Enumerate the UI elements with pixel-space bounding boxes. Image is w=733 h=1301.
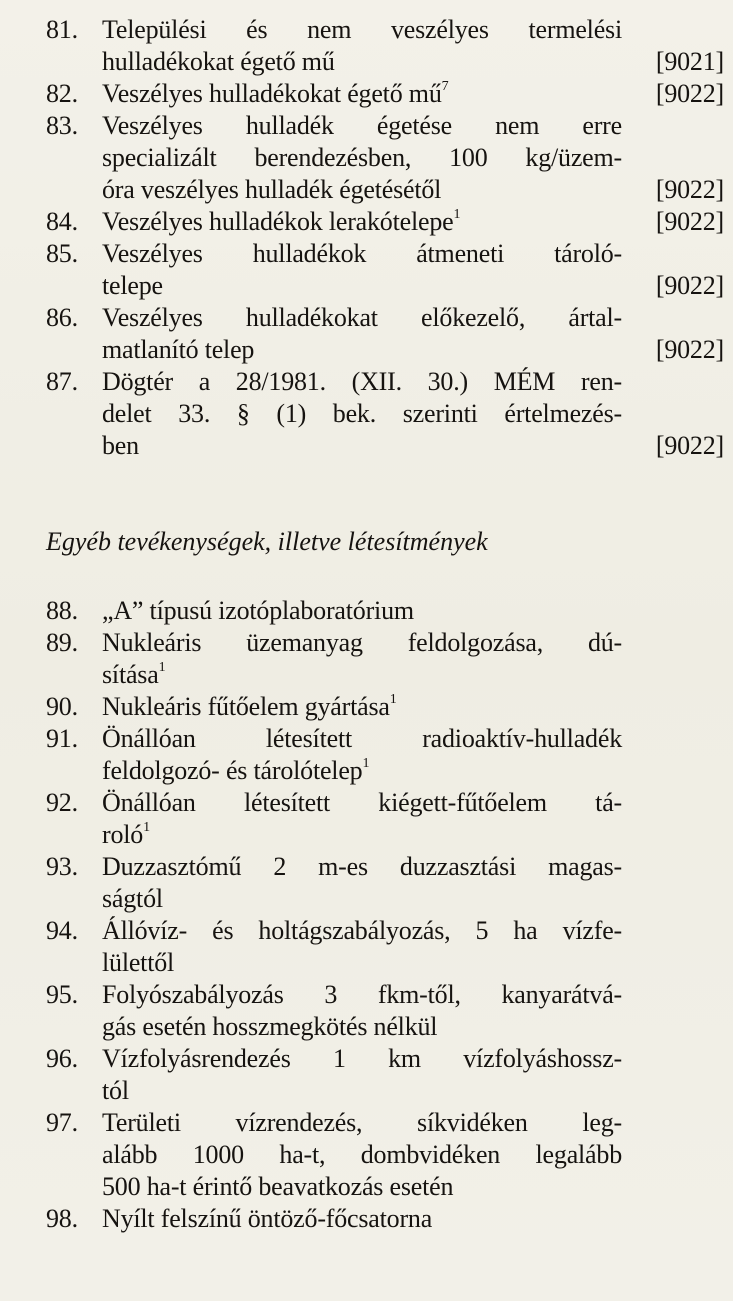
item-text [102,366,622,462]
item-text-line: Veszélyes hulladékok lerakótelepe$^1$ [102,207,461,236]
item-text-line: Folyószabályozás 3 fkm-től, kanyarátvá- [102,980,622,1009]
item-text-line: Önállóan létesített radioaktív-hulladék [102,724,622,753]
list-item [46,627,724,691]
footnote-marker: 7 [441,79,449,94]
footnote-marker: 1 [143,820,150,835]
classification-code: [9022] [655,431,724,460]
item-text [102,1043,622,1107]
item-text [102,595,622,627]
classification-code: [9022] [655,207,724,236]
item-text [102,14,622,78]
list-item [46,14,724,78]
item-number: 98. [46,1204,78,1233]
item-text-line: Nukleáris fűtőelem gyártása$^1$ [102,692,397,721]
item-text-line: alább 1000 ha-t, dombvidéken legalább [102,1140,622,1169]
item-number: 94. [46,916,78,945]
classification-code: [9022] [655,175,724,204]
item-number: 83. [46,111,78,140]
list-item [46,787,724,851]
item-number: 95. [46,980,78,1009]
list-item [46,1107,724,1203]
list-item [46,1043,724,1107]
item-number: 87. [46,367,78,396]
item-text-line: ben [102,431,139,460]
classification-code: [9022] [655,79,724,108]
list-item [46,110,724,206]
classification-code: [9022] [655,335,724,364]
item-text-line: 500 ha-t érintő beavatkozás esetén [102,1172,454,1201]
item-text-line: lülettől [102,948,175,977]
list-item [46,723,724,787]
footnote-marker: 1 [453,207,461,222]
item-text-line: Települési és nem veszélyes termelési [102,15,622,44]
list-item [46,851,724,915]
item-text [102,851,622,915]
waste-facilities-list [46,14,724,462]
item-number: 97. [46,1108,78,1137]
item-text-line: Veszélyes hulladék égetése nem erre [102,111,622,140]
item-text-line: matlanító telep [102,335,255,364]
item-text-line: óra veszélyes hulladék égetésétől [102,175,442,204]
item-text-line: Nukleáris üzemanyag feldolgozása, dú- [102,628,622,657]
item-text [102,979,622,1043]
item-text [102,78,622,110]
item-number: 93. [46,852,78,881]
item-text-line: Állóvíz- és holtágszabályozás, 5 ha vízfe- [102,916,622,945]
list-item [46,979,724,1043]
item-text [102,691,622,723]
classification-code: [9021] [655,47,724,76]
text-column [46,14,724,1235]
other-facilities-list [46,595,724,1235]
list-item [46,206,724,238]
item-text-line: feldolgozó- és tárolótelep$^1$ [102,756,370,785]
item-text-line: tól [102,1076,129,1105]
item-text [102,110,622,206]
item-text-line: Veszélyes hulladékokat előkezelő, ártal- [102,303,622,332]
item-text [102,723,622,787]
item-number: 86. [46,303,78,332]
list-item [46,691,724,723]
item-text [102,302,622,366]
item-number: 88. [46,596,78,625]
item-text [102,915,622,979]
item-text [102,1203,622,1235]
item-text-line: sítása$^1$ [102,660,166,689]
section-heading: Egyéb tevékenységek, illetve létesítmények [46,527,488,556]
list-item [46,1203,724,1235]
item-text-line: Önállóan létesített kiégett-fűtőelem tá- [102,788,622,817]
item-text-line: Vízfolyásrendezés 1 km vízfolyáshossz- [102,1044,622,1073]
item-number: 89. [46,628,78,657]
item-number: 84. [46,207,78,236]
item-text-line: ságtól [102,884,163,913]
item-number: 91. [46,724,78,753]
item-text-line: Duzzasztómű 2 m-es duzzasztási magas- [102,852,622,881]
item-text-line: hulladékokat égető mű [102,47,335,76]
item-text-line: specializált berendezésben, 100 kg/üzem- [102,143,622,172]
footnote-marker: 1 [389,692,397,707]
item-number: 96. [46,1044,78,1073]
item-number: 82. [46,79,78,108]
item-text [102,238,622,302]
list-item [46,78,724,110]
item-text-line: telepe [102,271,163,300]
item-text [102,1107,622,1203]
item-text [102,206,622,238]
classification-code: [9022] [655,271,724,300]
footnote-marker: 1 [158,660,166,675]
item-text [102,787,622,851]
list-item [46,302,724,366]
list-item [46,595,724,627]
item-text-line: Veszélyes hulladékok átmeneti tároló- [102,239,622,268]
item-text-line: roló$^1$ [102,820,150,849]
item-text [102,627,622,691]
item-number: 92. [46,788,78,817]
item-text-line: „A” típusú izotóplaboratórium [102,596,414,625]
list-item [46,366,724,462]
item-text-line: gás esetén hosszmegkötés nélkül [102,1012,438,1041]
footnote-marker: 1 [362,756,370,771]
list-item [46,238,724,302]
item-text-line: delet 33. § (1) bek. szerinti értelmezés- [102,399,622,428]
item-number: 85. [46,239,78,268]
item-number: 90. [46,692,78,721]
item-text-line: Veszélyes hulladékokat égető $mű^7$ [102,79,449,108]
list-item [46,915,724,979]
item-text-line: Dögtér a 28/1981. (XII. 30.) MÉM ren- [102,367,622,396]
item-text-line: Területi vízrendezés, síkvidéken leg- [102,1108,622,1137]
item-text-line: Nyílt felszínű öntöző-főcsatorna [102,1204,433,1233]
item-number: 81. [46,15,78,44]
